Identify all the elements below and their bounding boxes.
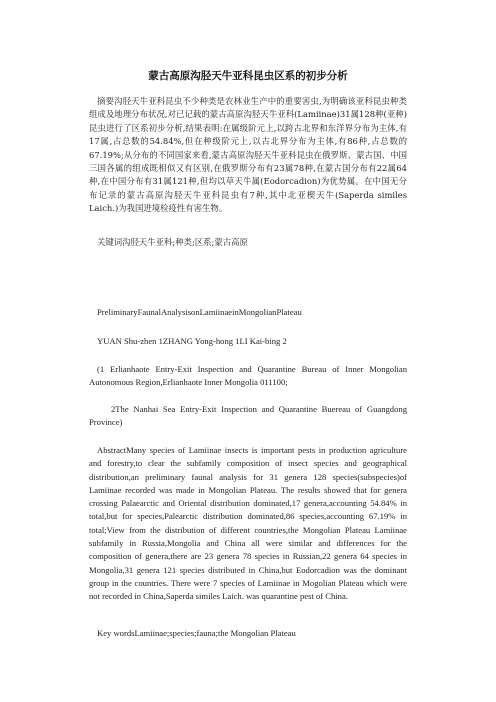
keywords-cn: 关键词沟胫天牛亚科;种类;区系;蒙古高原: [97, 237, 248, 247]
affiliation-2: 2The Nanhai Sea Entry-Exit Inspection and Quarantine Buereau of Guangdong Province): [89, 404, 407, 428]
affiliation-1: (1 Erlianhaote Entry-Exit Inspection and Quarantine Bureau of Inner Mongolian Autonomous Region,Erlianhaote Inner Mongolia 011100;: [89, 364, 407, 388]
paper-title-cn: 蒙古高原沟胫天牛亚科昆虫区系的初步分析: [148, 70, 348, 82]
abstract-en: AbstractMany species of Lamiinae insects is important pests in production agriculture and forestry,to clear the subfamily composition of insect species and geographical distribution,an preliminary faunal analysis for 31 genera 128 species(subspecies)of Lamiinae recorded was made in Mongolian Plateau. The results showed that for genera crossing Palaearctic and Oriental distribution dominated,17 genera,accounting 54.84% in total,but for species,Palearctic distribution dominated,86 species,accounting 67.19% in total;View from the distribution of different countries,the Mongolian Plateau Lamiinae subfamily in Russia,Mongolia and China all were similar and differences for the composition of genera,there are 23 genera 78 species in Russian,22 genera 64 species in Mongolia,31 genera 121 species distributed in China,but Eodorcadion was the dominant group in the countries. There were 7 species of Lamiinae in Mogolian Plateau which were not recorded in China,Saperda similes Laich. was quarantine pest of China.: [89, 445, 407, 602]
keywords-en: Key wordsLamiinae;species;fauna;the Mongolian Plateau: [97, 628, 296, 638]
paper-title-en: PreliminaryFaunalAnalysisonLamiinaeinMongolianPlateau: [97, 307, 302, 317]
abstract-cn: 摘要沟胫天牛亚科昆虫不少种类是农林业生产中的重要害虫,为明确该亚科昆虫种类组成及地理分布状况,对已记载的蒙古高原沟胫天牛亚科(Lamiinae)31属128种(亚种)昆虫进行了区系初步分析,结果表明:在属级阶元上,以跨古北界和东洋界分布为主体,有17属,占总数的54.84%,但在种级阶元上,以古北界分布为主体,有86种,占总数的67.19%;从分布的不同国家来看,蒙古高原沟胫天牛亚科昆虫在俄罗斯、蒙古国、中国三国各属的组成既相似又有区别,在俄罗斯分布有23属78种,在蒙古国分布有22属64种,在中国分布有31属121种,但均以草天牛属(Eodorcadion)为优势属。在中国无分布记录的蒙古高原沟胫天牛亚科昆虫有7种,其中北亚楔天牛(Saperda similes Laich.)为我国进境检疫性有害生物。: [89, 96, 407, 214]
author-list: YUAN Shu-zhen 1ZHANG Yong-hong 1LI Kai-bing 2: [97, 336, 287, 346]
